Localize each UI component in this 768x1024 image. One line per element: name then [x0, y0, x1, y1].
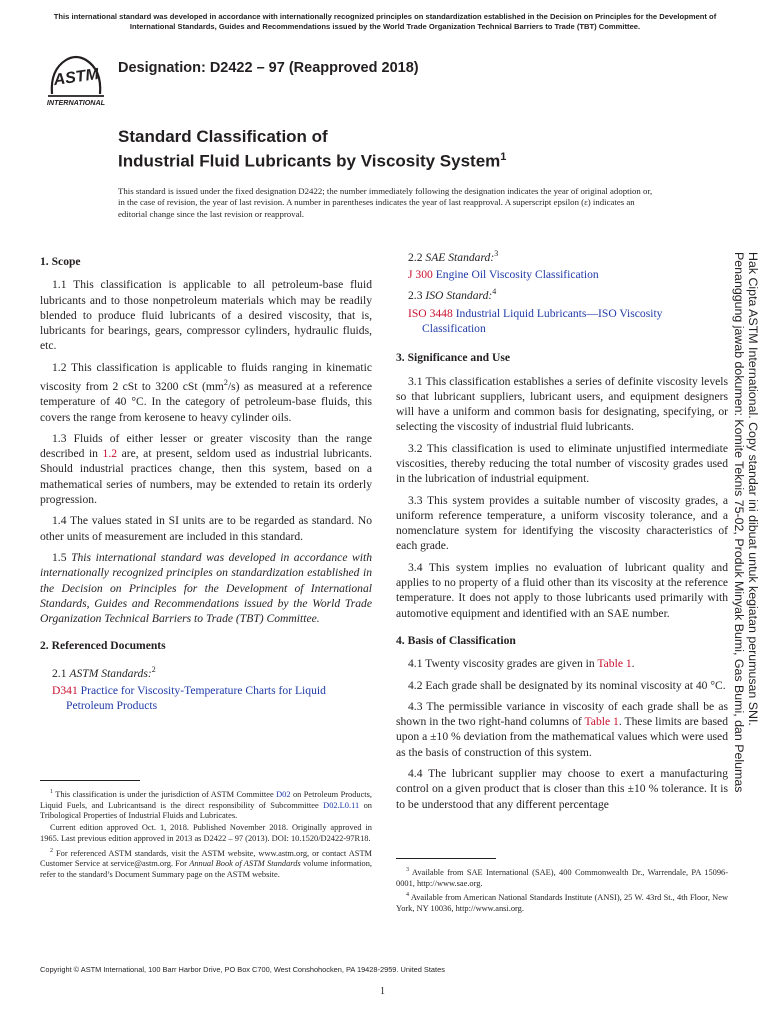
scope-1-3-a: 1.3 Fluids of either lesser or greater viscosity than the range described in	[40, 431, 372, 461]
footnote-3-text: Available from SAE International (SAE), 400 Commonwealth Dr., Warrendale, PA 15096-0001, http://www.sae.org.	[396, 867, 728, 888]
document-title	[118, 126, 506, 172]
footnote-1-b: on Petroleum Products, Liquid Fuels, and Lubricantsand is the direct responsibility of Subcommittee	[40, 789, 372, 810]
astm-logo-text: ASTM	[52, 65, 100, 90]
basis-4-1-a: 4.1 Twenty viscosity grades are given in	[408, 657, 598, 671]
footnote-2-italic: Annual Book of ASTM Standards	[189, 859, 301, 869]
title-footnote-marker[interactable]: 1	[500, 151, 507, 163]
right-footnotes	[396, 858, 728, 916]
ref-j300-title[interactable]: Engine Oil Viscosity Classification	[435, 268, 599, 282]
link-section-1-2[interactable]: 1.2	[102, 447, 118, 461]
basis-4-3-a: 4.3 The permissible variance in viscosity of each grade shall be as shown in the two right-hand columns of	[396, 699, 728, 729]
link-subcommittee[interactable]: D02.L0.11	[323, 800, 360, 810]
footnote-1	[40, 787, 372, 822]
footnote-4	[396, 890, 728, 914]
scope-1-2-b: /s) as measured at a reference temperature of 40 °C. In the category of petroleum-base fluids, this covers the range from kerosene to heavy cylinder oils.	[40, 379, 372, 424]
ref-iso3448[interactable]	[396, 306, 728, 337]
scope-heading: 1. Scope	[40, 255, 81, 268]
scope-1-1: 1.1 This classification is applicable to all petroleum-base fluid lubricants and to those nonpetroleum materials which may be readily blended to produce fluid lubricants of a desired viscosity, that is, lubricants for bearings, gears, compressor cylinders, hydraulic fluids, etc.	[40, 278, 372, 353]
footnote-4-text: Available from American National Standards Institute (ANSI), 25 W. 43rd St., 4th Floor, New York, NY 10036, http://www.ansi.org.	[396, 893, 728, 913]
copyright-footer: Copyright © ASTM International, 100 Barr Harbor Drive, PO Box C700, West Conshohocken, PA 19428-2959. United States	[40, 965, 445, 974]
designation: Designation: D2422 – 97 (Reapproved 2018)	[118, 60, 419, 76]
basis-4-3-b: . These limits are based upon a ±10 % deviation from the mathematical values which were used as the basis of construction of this system.	[396, 715, 728, 759]
footnote-3-sup: 3	[406, 867, 409, 873]
scope-1-2	[40, 360, 372, 425]
ref-j300-code[interactable]: J 300	[408, 268, 433, 282]
ref-d341-title[interactable]: Practice for Viscosity-Temperature Charts for Liquid Petroleum Products	[66, 683, 326, 713]
side-copyright-text	[732, 252, 760, 812]
ref-iso3448-code[interactable]: ISO 3448	[408, 306, 453, 320]
tbt-notice: This international standard was developed in accordance with internationally recognized principles on standardization established in the Decision on Principles for the Development of International Standards, Guides and Recommendations issued by the World Trade Organization Technical Barriers to Trade (TBT) Committee.	[53, 12, 717, 31]
footnote-2-sup: 2	[50, 847, 53, 854]
basis-4-3	[396, 699, 728, 760]
significance-heading: 3. Significance and Use	[396, 351, 511, 365]
scope-1-2-a: 1.2 This classification is applicable to fluids ranging in kinematic viscosity from 2 cSt to 3200 cSt (mm	[40, 360, 372, 393]
scope-1-2-sup: 2	[223, 378, 228, 388]
basis-4-1	[396, 656, 728, 671]
footnote-2-b: volume information, refer to the standard’s Document Summary page on the ASTM website.	[40, 859, 372, 880]
footnote-1-a: This classification is under the jurisdiction of ASTM Committee	[55, 789, 277, 799]
link-table-1-b[interactable]: Table 1	[584, 715, 619, 729]
basis-heading: 4. Basis of Classification	[396, 633, 516, 647]
footnote-1-sup: 1	[50, 789, 53, 795]
side-text-line-1: Hak Cipta ASTM International. Copy standar ini dibuat untuk kegiatan perumusan SNI.	[746, 252, 760, 726]
title-line-2	[118, 147, 506, 172]
astm-standards-sup[interactable]: 2	[151, 664, 156, 674]
iso-standard-text: ISO Standard:	[425, 289, 493, 303]
left-column	[40, 246, 372, 715]
significance-3-2: 3.2 This classification is used to eliminate unjustified intermediate viscosities, thereby reducing the total number of viscosity grades used in the lubrication of industrial equipment.	[396, 441, 728, 486]
sae-standard-label	[396, 246, 728, 265]
basis-4-4: 4.4 The lubricant supplier may choose to exert a manufacturing control on a given product that is closer than this ±10 % tolerance. It is to be understood that any different percentage	[396, 767, 728, 811]
astm-standards-num: 2.1	[52, 666, 70, 680]
iso-standard-sup[interactable]: 4	[492, 287, 497, 297]
title-line-2-text: Industrial Fluid Lubricants by Viscosity System	[118, 151, 501, 171]
footnote-3	[396, 865, 728, 889]
ref-d341-code[interactable]: D341	[52, 683, 78, 697]
link-committee-d02[interactable]: D02	[276, 789, 291, 799]
scope-1-3-b: are, at present, seldom used as industrial lubricants. Should industrial practices change, then this system, based on a mathematical series of numbers, may be extended to retain its orderly progression.	[40, 447, 372, 507]
page-number: 1	[380, 986, 385, 997]
footnote-rule-right	[396, 858, 496, 859]
refdocs-heading: 2. Referenced Documents	[40, 639, 166, 653]
issued-note: This standard is issued under the fixed designation D2422; the number immediately following the designation indicates the year of original adoption or, in the case of revision, the year of last revision. A number in parentheses indicates the year of last reapproval. A superscript epsilon (ε) indicates an editorial change since the last revision or reapproval.	[118, 186, 653, 219]
astm-logo-international: INTERNATIONAL	[46, 98, 106, 107]
footnote-rule	[40, 780, 140, 781]
sae-standard-sup[interactable]: 3	[494, 249, 499, 258]
left-footnotes	[40, 780, 372, 882]
footnote-2	[40, 846, 372, 881]
significance-3-4: 3.4 This system implies no evaluation of lubricant quality and applies to no property of a fluid other than its viscosity at the reference temperature. It does not apply to those lubricants used primarily with automotive equipment and identified with an SAE number.	[396, 560, 728, 620]
right-column	[396, 246, 728, 818]
link-table-1[interactable]: Table 1	[597, 657, 632, 671]
edition-note: Current edition approved Oct. 1, 2018. Published November 2018. Originally approved in 1965. Last previous edition approved in 2013 as D2422 – 97 (2013). DOI: 10.1520/D2422-97R18.	[40, 823, 372, 843]
scope-1-4: 1.4 The values stated in SI units are to be regarded as standard. No other units of measurement are included in this standard.	[40, 514, 372, 543]
ref-iso3448-title[interactable]: Industrial Liquid Lubricants—ISO Viscosity Classification	[422, 306, 663, 335]
significance-3-3: 3.3 This system provides a suitable number of viscosity grades, a uniform reference temperature, a uniform viscosity tolerance, and a nomenclature system for identifying the viscosity characteristics of each grade.	[396, 493, 728, 553]
basis-4-1-b: .	[631, 657, 635, 671]
scope-1-3	[40, 431, 372, 507]
astm-standards-label	[40, 662, 372, 681]
footnote-4-sup: 4	[406, 892, 409, 899]
basis-4-2: 4.2 Each grade shall be designated by its nominal viscosity at 40 °C.	[408, 678, 726, 692]
side-text-line-2: Penanggung jawab dokumen: Komite Teknis 75-02, Produk Minyak Bumi, Gas Bumi, dan Pelumas	[732, 252, 746, 793]
scope-1-5-num: 1.5	[52, 550, 72, 564]
scope-1-5-text: This international standard was developed in accordance with internationally recognized principles on standardization established in the Decision on Principles for the Development of International Standards, Guides and Recommendations issued by the World Trade Organization Technical Barriers to Trade (TBT) Committee.	[40, 550, 372, 626]
iso-standard-label	[396, 284, 728, 303]
sae-standard-text: SAE Standard:	[425, 250, 495, 264]
scope-1-5	[40, 550, 372, 626]
sae-standard-num: 2.2	[408, 250, 426, 264]
footnote-2-a: For referenced ASTM standards, visit the ASTM website, www.astm.org, or contact ASTM Customer Service at service@astm.org. For	[40, 848, 373, 869]
ref-j300[interactable]	[396, 267, 728, 282]
astm-standards-text: ASTM Standards:	[69, 666, 152, 680]
significance-3-1: 3.1 This classification establishes a series of definite viscosity levels so that lubricant suppliers, lubricant users, and equipment designers will have a uniform and common basis for designating, specifying, or selecting the viscosity of industrial fluid lubricants.	[396, 374, 728, 434]
title-line-1: Standard Classification of	[118, 127, 328, 146]
ref-d341[interactable]	[40, 683, 372, 714]
footnote-1-c: on Tribological Properties of Industrial Fluids and Lubricates.	[40, 800, 372, 821]
iso-standard-num: 2.3	[408, 289, 426, 303]
astm-logo	[42, 52, 110, 108]
